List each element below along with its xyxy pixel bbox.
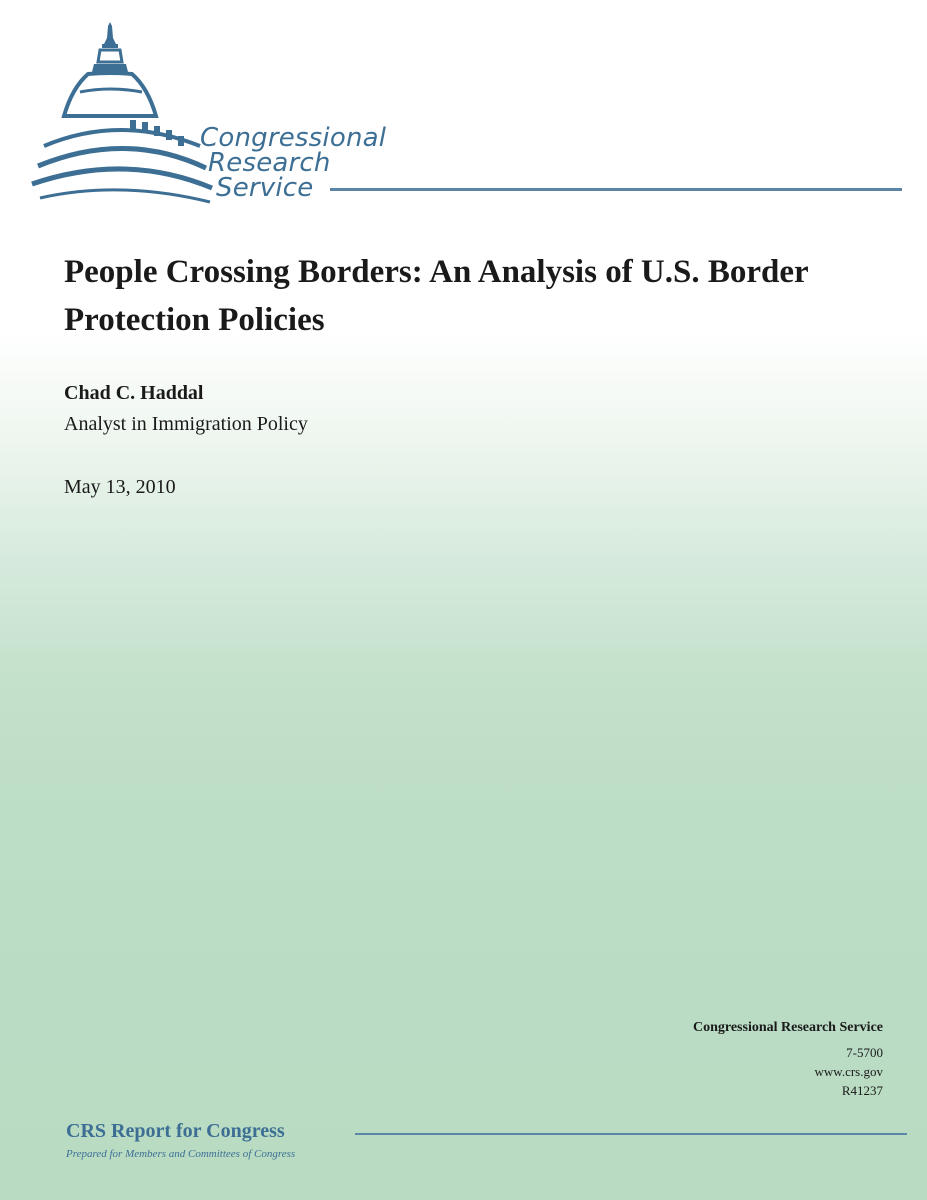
author-name: Chad C. Haddal	[64, 382, 204, 404]
logo-line-3: Service	[216, 173, 314, 203]
report-date: May 13, 2010	[64, 476, 176, 498]
crs-website: www.crs.gov	[814, 1064, 883, 1079]
crs-info-block	[693, 1018, 883, 1100]
crs-code: 7-5700	[846, 1045, 883, 1060]
report-banner-title: CRS Report for Congress	[66, 1120, 285, 1142]
logo-line-1: Congressional	[200, 123, 387, 153]
logo-line-2: Research	[208, 148, 331, 178]
report-number: R41237	[841, 1083, 883, 1098]
crs-logo	[30, 18, 910, 208]
report-banner-divider	[355, 1133, 907, 1135]
author-role: Analyst in Immigration Policy	[64, 413, 308, 435]
crs-name: Congressional Research Service	[692, 1020, 883, 1035]
report-banner-subtitle: Prepared for Members and Committees of Congress	[66, 1148, 296, 1160]
report-title: People Crossing Borders: An Analysis of U.S. Border Protection Policies	[64, 254, 809, 338]
logo-divider	[330, 188, 902, 191]
